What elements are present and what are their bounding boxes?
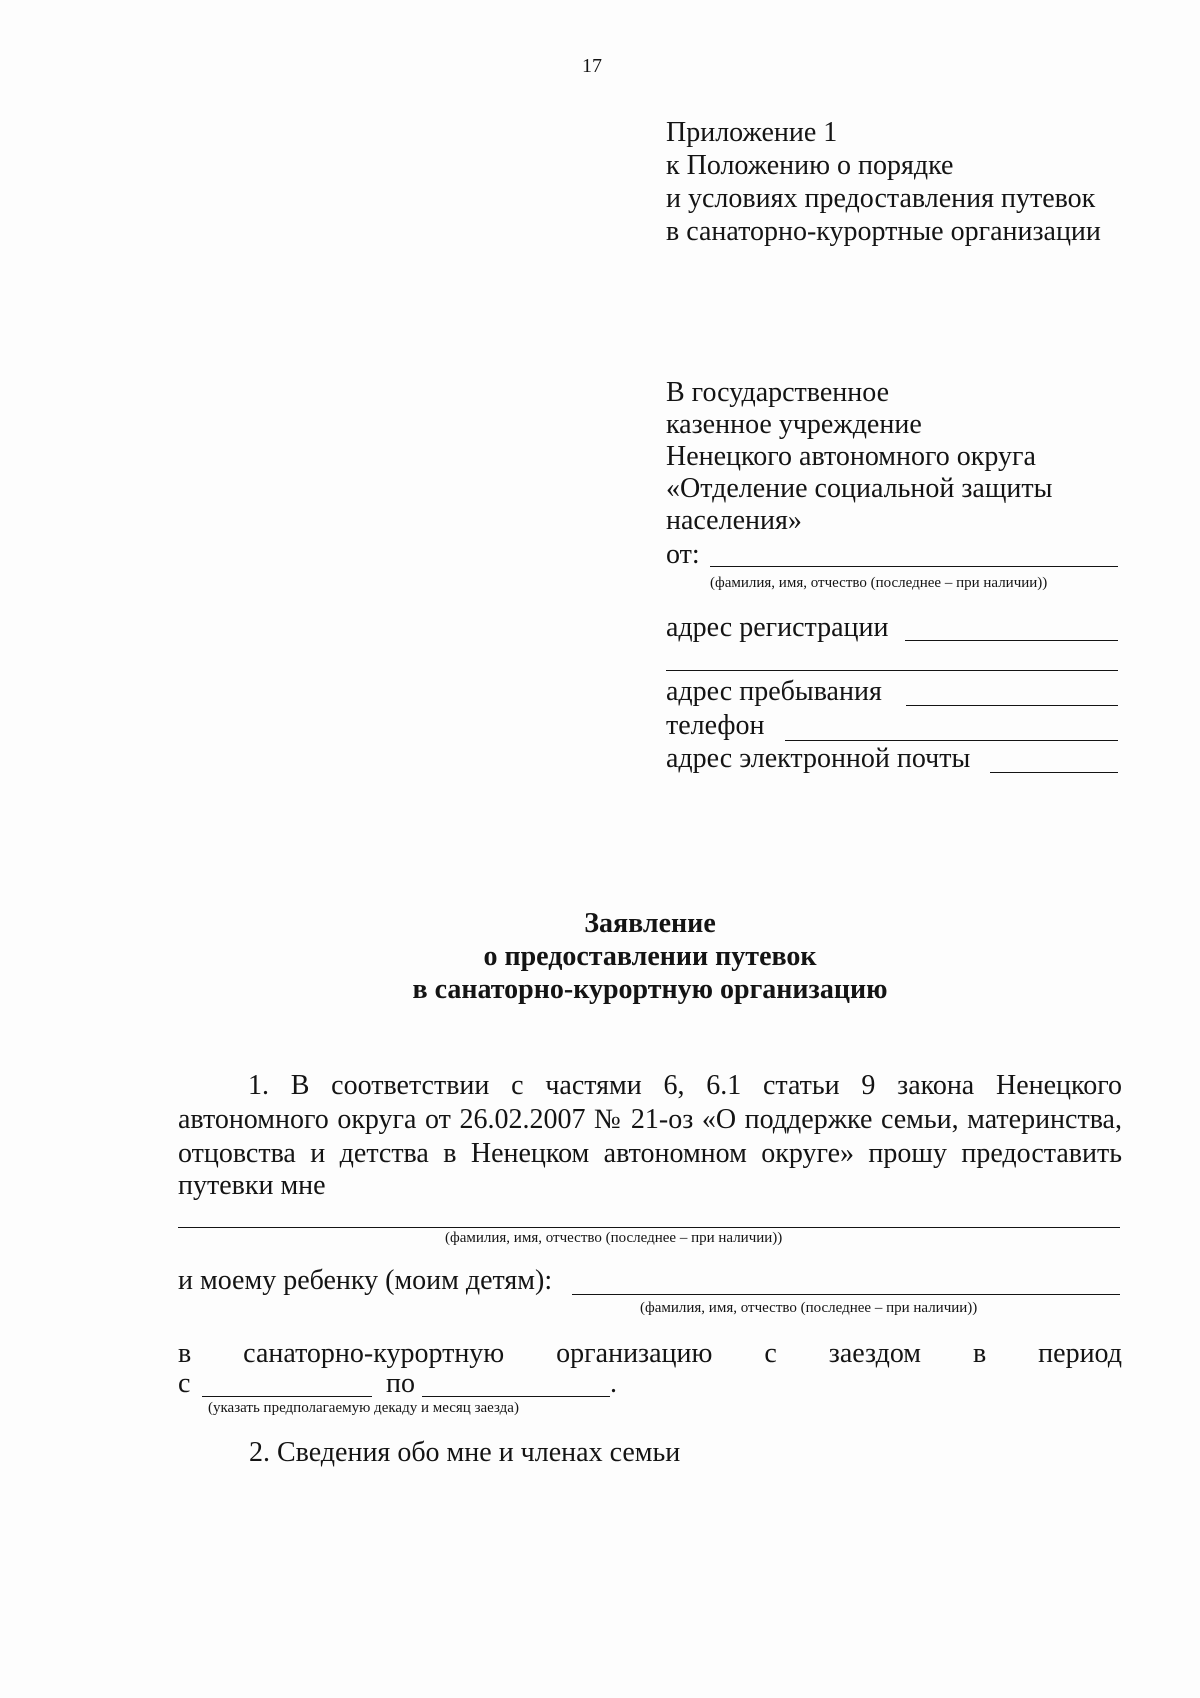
phone-field[interactable] — [785, 740, 1118, 741]
appendix-line: Приложение 1 — [666, 117, 838, 148]
from-name-field[interactable] — [710, 566, 1118, 567]
email-label: адрес электронной почты — [666, 743, 971, 774]
title-line: Заявление — [584, 908, 716, 939]
period-from-word: с — [178, 1368, 191, 1399]
appendix-line: и условиях предоставления путевок — [666, 183, 1096, 214]
paragraph-line: автономного округа от 26.02.2007 № 21-оз «О поддержке семьи, материнства, — [178, 1104, 1122, 1135]
paragraph-line: отцовства и детства в Ненецком автономном округе» прошу предоставить — [178, 1138, 1122, 1169]
children-name-field[interactable] — [572, 1294, 1120, 1295]
from-label: от: — [666, 539, 700, 570]
registration-address-label: адрес регистрации — [666, 612, 889, 643]
recipient-line: В государственное — [666, 377, 890, 408]
registration-address-field-2[interactable] — [666, 670, 1118, 671]
recipient-line: казенное учреждение — [666, 409, 922, 440]
period-hint: (указать предполагаемую декаду и месяц заезда) — [208, 1400, 519, 1416]
registration-address-field[interactable] — [905, 640, 1118, 641]
title-line: в санаторно-курортную организацию — [412, 974, 888, 1005]
stay-address-label: адрес пребывания — [666, 676, 882, 707]
period-from-field[interactable] — [202, 1396, 372, 1397]
phone-label: телефон — [666, 710, 765, 741]
period-line: в санаторно-курортную организацию с заездом в период — [178, 1338, 1122, 1369]
period-to-field[interactable] — [422, 1396, 610, 1397]
period-to-word: по — [386, 1368, 415, 1399]
appendix-line: в санаторно-курортные организации — [666, 216, 1101, 247]
appendix-line: к Положению о порядке — [666, 150, 954, 181]
paragraph-line: 1. В соответствии с частями 6, 6.1 статьи 9 закона Ненецкого — [248, 1070, 1122, 1101]
period-end-punct: . — [610, 1368, 617, 1399]
applicant-name-hint: (фамилия, имя, отчество (последнее – при наличии)) — [445, 1230, 783, 1246]
recipient-line: Ненецкого автономного округа — [666, 441, 1036, 472]
applicant-name-field[interactable] — [178, 1227, 1120, 1228]
recipient-line: «Отделение социальной защиты — [666, 473, 1053, 504]
page-number: 17 — [582, 55, 602, 77]
email-field[interactable] — [990, 772, 1118, 773]
children-label: и моему ребенку (моим детям): — [178, 1265, 553, 1296]
recipient-line: населения» — [666, 505, 802, 536]
stay-address-field[interactable] — [906, 705, 1118, 706]
section-2-heading: 2. Сведения обо мне и членах семьи — [249, 1437, 681, 1468]
title-line: о предоставлении путевок — [483, 941, 817, 972]
children-name-hint: (фамилия, имя, отчество (последнее – при наличии)) — [640, 1300, 978, 1316]
from-name-hint: (фамилия, имя, отчество (последнее – при наличии)) — [710, 575, 1048, 591]
paragraph-line: путевки мне — [178, 1170, 326, 1201]
